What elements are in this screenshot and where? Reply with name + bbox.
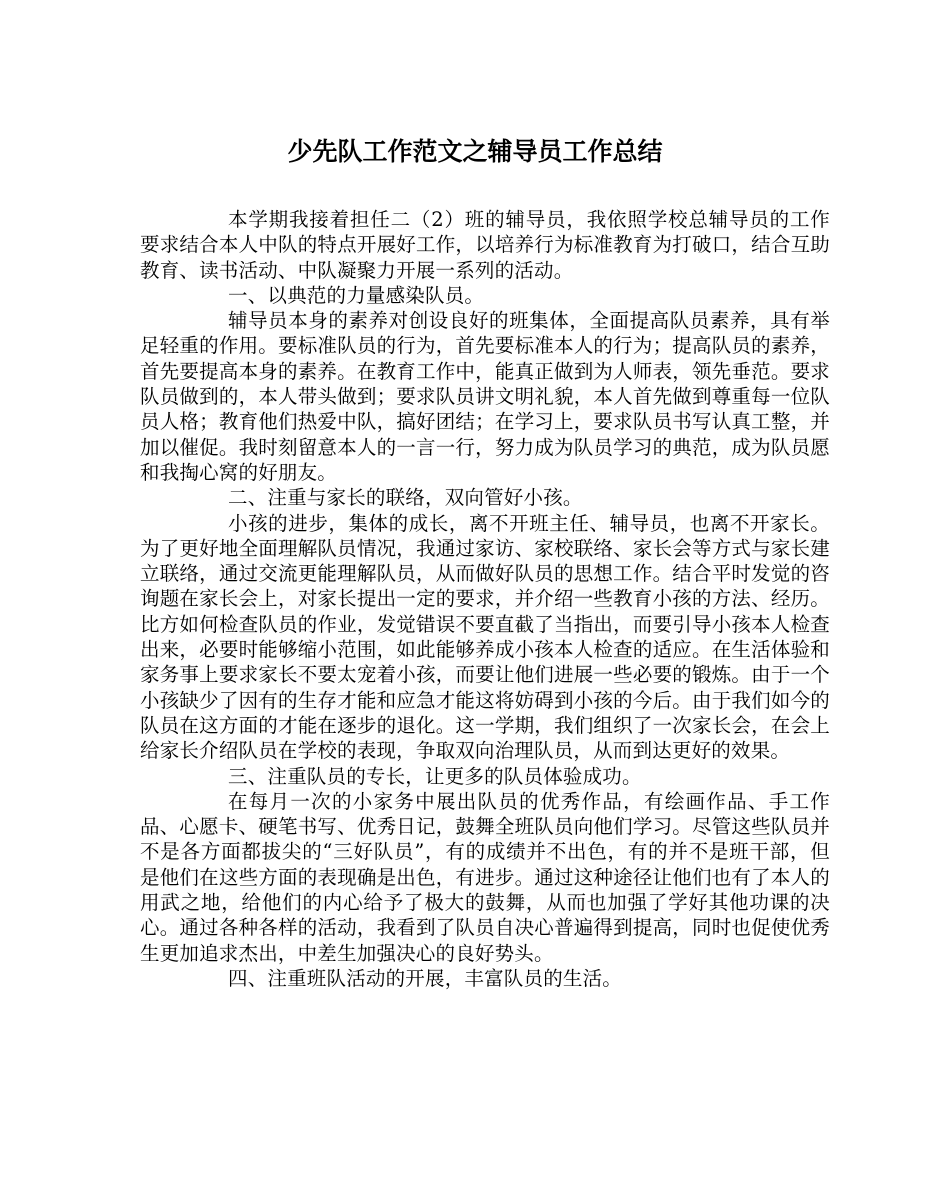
section-heading-4: 四、注重班队活动的开展，丰富队员的生活。 xyxy=(228,966,623,990)
paragraph-section-2: 小孩的进步，集体的成长，离不开班主任、辅导员，也离不开家长。为了更好地全面理解队员情况，我通过家访、家校联络、家长会等方式与家长建立联络，通过交流更能理解队员，从而做好队员的思想工作。结合平时发觉的咨询题在家长会上，对家长提出一定的要求，并介绍一些教育小孩的方法、经历。比方如何检查队员的作业，发觉错误不要直截了当指出，而要引导小孩本人检查出来，必要时能够缩小范围，如此能够养成小孩本人检查的适应。在生活体验和家务事上要求家长不要太宠着小孩，而要让他们进展一些必要的锻炼。由于一个小孩缺少了因有的生存才能和应急才能这将妨碍到小孩的今后。由于我们如今的队员在这方面的才能在逐步的退化。这一学期，我们组织了一次家长会，在会上给家长介绍队员在学校的表现，争取双向治理队员，从而到达更好的效果。 xyxy=(140,511,830,763)
document-title: 少先队工作范文之辅导员工作总结 xyxy=(287,137,663,166)
paragraph-section-1: 辅导员本身的素养对创设良好的班集体，全面提高队员素养，具有举足轻重的作用。要标准队员的行为，首先要标准本人的行为；提高队员的素养，首先要提高本身的素养。在教育工作中，能真正做到为人师表，领先垂范。要求队员做到的，本人带头做到；要求队员讲文明礼貌，本人首先做到尊重每一位队员人格；教育他们热爱中队，搞好团结；在学习上，要求队员书写认真工整，并加以催促。我时刻留意本人的一言一行，努力成为队员学习的典范，成为队员愿和我掏心窝的好朋友。 xyxy=(140,309,830,484)
section-heading-2: 二、注重与家长的联络，双向管好小孩。 xyxy=(228,486,583,510)
paragraph-intro: 本学期我接着担任二（2）班的辅导员，我依照学校总辅导员的工作要求结合本人中队的特点开展好工作，以培养行为标准教育为打破口，结合互助教育、读书活动、中队凝聚力开展一系列的活动。 xyxy=(140,208,830,282)
paragraph-section-3: 在每月一次的小家务中展出队员的优秀作品，有绘画作品、手工作品、心愿卡、硬笔书写、优秀日记，鼓舞全班队员向他们学习。尽管这些队员并不是各方面都拔尖的“三好队员”，有的成绩并不出色，有的并不是班干部，但是他们在这些方面的表现确是出色，有进步。通过这种途径让他们也有了本人的用武之地，给他们的内心给予了极大的鼓舞，从而也加强了学好其他功课的决心。通过各种各样的活动，我看到了队员自决心普遍得到提高，同时也促使优秀生更加追求杰出，中差生加强决心的良好势头。 xyxy=(140,789,830,965)
document-body xyxy=(140,207,830,991)
section-heading-3: 三、注重队员的专长，让更多的队员体验成功。 xyxy=(228,764,642,788)
section-heading-1: 一、以典范的力量感染队员。 xyxy=(228,283,485,307)
